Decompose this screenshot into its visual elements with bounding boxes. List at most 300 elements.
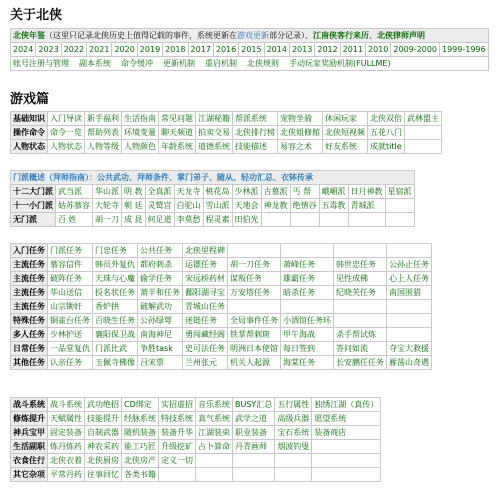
basic-row xyxy=(11,126,442,140)
quest-cell xyxy=(228,342,281,356)
system-row-label: 修炼提升 xyxy=(11,412,48,426)
system-link[interactable]: 五行属性 xyxy=(277,399,310,409)
quest-link[interactable]: 破解武功 xyxy=(140,301,172,311)
sect-link[interactable]: 少林派 xyxy=(234,186,259,196)
quest-cell xyxy=(138,258,183,272)
system-link[interactable]: 经脉系统 xyxy=(124,413,156,423)
quest-cell xyxy=(183,258,228,272)
basic-link[interactable]: 五花八门 xyxy=(370,127,402,137)
quest-link[interactable]: 胡一刀任务 xyxy=(230,259,270,269)
system-cell xyxy=(196,454,233,468)
quest-link[interactable]: 玉佩寺佛像 xyxy=(95,357,135,367)
quest-link[interactable]: 长安鹏任任务 xyxy=(336,357,384,367)
quest-link[interactable]: 公孙绿萼 xyxy=(140,315,172,325)
basic-cell xyxy=(323,112,368,126)
year-link[interactable]: 2023 xyxy=(38,44,59,54)
year-link[interactable]: 2018 xyxy=(165,44,186,54)
sect-cell xyxy=(348,199,385,213)
quest-link[interactable]: 破阵任务 xyxy=(50,273,82,283)
quest-cell xyxy=(138,356,183,370)
sect-cell xyxy=(290,213,319,227)
quest-link[interactable]: 谋叛任务 xyxy=(230,273,262,283)
system-cell xyxy=(159,440,196,454)
quest-cell xyxy=(281,244,334,258)
jiangnan-history-link[interactable]: 江南侠客行来历 xyxy=(313,30,369,40)
year-link[interactable]: 2013 xyxy=(291,44,313,54)
basic-link[interactable]: 江湖秘籍 xyxy=(198,113,230,123)
system-cell xyxy=(233,454,275,468)
basic-link[interactable]: 新手福利 xyxy=(87,113,119,123)
sect-overview-link[interactable]: 门派概述（拜师指南）：公共武功、拜师条件、掌门弟子、随从、轻功汇总、衣钵传承 xyxy=(13,172,313,182)
system-link[interactable]: 占卜算命 xyxy=(198,441,230,451)
quest-link[interactable]: 南海神尼 xyxy=(140,329,172,339)
quest-link[interactable]: 杀手帮试炼 xyxy=(336,329,376,339)
basic-cell xyxy=(405,112,442,126)
sect-link[interactable]: 天地会 xyxy=(234,200,259,210)
sect-cell xyxy=(145,213,174,227)
quest-link[interactable]: 夺宝大救援 xyxy=(389,343,429,353)
system-row xyxy=(11,454,381,468)
sect-link[interactable]: 峨嵋派 xyxy=(321,186,346,196)
about-links-cell xyxy=(11,57,489,71)
quest-cell xyxy=(334,286,387,300)
quest-link[interactable]: 一品堂复仇 xyxy=(50,343,90,353)
system-cell xyxy=(275,468,312,482)
year-link[interactable]: 2022 xyxy=(63,44,85,54)
quest-link[interactable]: 青城山任务 xyxy=(185,301,225,311)
basic-link[interactable]: 帮助列表 xyxy=(87,127,119,137)
sect-link[interactable]: 成 昆 xyxy=(124,214,143,224)
system-cell xyxy=(233,426,275,440)
system-cell xyxy=(312,398,381,412)
sect-link[interactable]: 五毒教 xyxy=(321,200,346,210)
quest-cell xyxy=(334,272,387,286)
basic-link[interactable]: 生活指南 xyxy=(124,113,156,123)
sect-cell xyxy=(145,199,174,213)
basic-link[interactable]: 宠物坐骑 xyxy=(280,113,312,123)
quest-link[interactable]: 襄阳保卫战 xyxy=(95,329,135,339)
basic-link[interactable]: 环境变量 xyxy=(124,127,156,137)
quest-link[interactable]: 萧峰任务 xyxy=(283,259,315,269)
basic-link[interactable]: 北侠双倍 xyxy=(370,113,402,123)
year-link[interactable]: 2024 xyxy=(13,44,34,54)
quest-link[interactable]: 香炉拱 xyxy=(95,301,119,311)
sect-cell xyxy=(348,185,385,199)
system-link[interactable]: 往事回忆 xyxy=(87,469,119,479)
sect-link[interactable]: 百 姓 xyxy=(58,214,77,224)
system-link[interactable]: 音乐系统 xyxy=(198,399,230,409)
quest-cell xyxy=(228,258,281,272)
system-cell xyxy=(48,440,85,454)
quest-cell xyxy=(48,300,93,314)
sect-link[interactable]: 姑苏慕容 xyxy=(58,200,90,210)
year-link[interactable]: 1999-1996 xyxy=(442,44,486,54)
system-link[interactable]: 装备商店 xyxy=(314,427,347,437)
basic-link[interactable]: 好友系统 xyxy=(325,141,357,151)
system-cell xyxy=(85,412,122,426)
basic-link[interactable]: 北侠排行榜 xyxy=(235,127,275,137)
sect-link[interactable]: 桃花岛 xyxy=(205,186,230,196)
sect-link[interactable]: 灵鹫宫 xyxy=(147,200,172,210)
quest-link[interactable]: 公孙止任务 xyxy=(389,259,429,269)
year-link[interactable]: 2016 xyxy=(215,44,237,54)
year-cell xyxy=(239,43,264,57)
basic-link[interactable]: 北侠短视频 xyxy=(325,127,365,137)
quest-link[interactable]: 鄱阳湖寻宝 xyxy=(185,287,225,297)
game-update-link[interactable]: 游戏更新 xyxy=(237,30,269,40)
basic-cell xyxy=(405,126,442,140)
section-title-about: 关于北侠 xyxy=(10,8,63,23)
system-cell xyxy=(196,440,233,454)
system-link[interactable]: 北侠衣着 xyxy=(50,455,82,465)
sect-link[interactable]: 李莫愁 xyxy=(176,214,201,224)
system-link[interactable]: 固定装备 xyxy=(50,427,82,437)
system-link[interactable]: 战斗系统 xyxy=(50,399,82,409)
quest-link[interactable]: 山宗锄奸 xyxy=(50,301,82,311)
system-link[interactable]: BUSY汇总 xyxy=(235,399,273,409)
quest-cell xyxy=(281,356,334,370)
system-cell xyxy=(85,440,122,454)
system-link[interactable]: 技能提升 xyxy=(87,413,119,423)
sect-link[interactable]: 天龙寺 xyxy=(176,186,201,196)
sect-link[interactable]: 白驼山 xyxy=(176,200,201,210)
quest-row-label: 主流任务 xyxy=(11,286,48,300)
basic-cell xyxy=(278,126,323,140)
about-link[interactable]: 北侠规则 xyxy=(247,58,279,68)
sect-link[interactable]: 武当派 xyxy=(58,186,82,196)
quest-link[interactable]: 明洲日本使馆 xyxy=(230,343,278,353)
quest-link[interactable]: 铁掌帮刺斑 xyxy=(230,329,270,339)
quest-link[interactable]: 慕容信件 xyxy=(50,259,82,269)
quest-cell xyxy=(387,328,432,342)
quest-link[interactable]: 韩世忠任务 xyxy=(336,259,376,269)
quest-cell xyxy=(48,342,93,356)
quest-row-label: 主流任务 xyxy=(11,258,48,272)
year-link[interactable]: 2012 xyxy=(317,44,338,54)
system-link[interactable]: 北侠厨房 xyxy=(87,455,119,465)
quest-cell xyxy=(138,272,183,286)
basic-link[interactable]: 成就title xyxy=(370,141,402,151)
quest-link[interactable]: 少林护送 xyxy=(50,329,82,339)
quest-cell xyxy=(93,300,138,314)
system-link[interactable]: 各类书籍 xyxy=(124,469,156,479)
system-link[interactable]: 定义一切 xyxy=(161,455,193,465)
sect-link[interactable]: 日月神教 xyxy=(350,186,383,196)
quest-link[interactable]: 百晓生任务 xyxy=(95,315,135,325)
system-cell xyxy=(122,440,159,454)
system-link[interactable]: 随机装备 xyxy=(124,427,156,437)
quest-link[interactable]: 铜雀台任务 xyxy=(50,315,90,325)
quest-link[interactable]: 暗杀任务 xyxy=(283,287,315,297)
basic-link[interactable]: 年龄系统 xyxy=(161,141,193,151)
about-link[interactable]: 命令缓冲 xyxy=(121,58,153,68)
system-cell xyxy=(275,426,312,440)
quest-link[interactable]: 偷学任务 xyxy=(140,273,172,283)
sect-link[interactable]: 华山派 xyxy=(95,186,119,196)
sect-cell xyxy=(93,199,122,213)
basic-link[interactable]: 拍卖交易 xyxy=(198,127,230,137)
quest-link[interactable]: 纪晓芙任务 xyxy=(336,287,376,297)
year-cell xyxy=(213,43,238,57)
system-link[interactable]: 平常丹药 xyxy=(50,469,82,479)
quest-link[interactable]: 兰州张元 xyxy=(185,357,217,367)
system-link[interactable]: 能工巧匠 xyxy=(124,441,156,451)
system-link[interactable]: 职业装备 xyxy=(235,427,267,437)
quest-link[interactable]: 勇闯藏经阁 xyxy=(185,329,225,339)
basic-cell xyxy=(233,140,278,154)
sect-link[interactable]: 何足道 xyxy=(147,214,172,224)
basic-cell xyxy=(48,140,85,154)
quest-link[interactable]: 小酒馆任务环 xyxy=(283,315,331,325)
system-cell xyxy=(159,412,196,426)
quest-link[interactable]: 都府刺杀 xyxy=(140,259,172,269)
basic-link[interactable]: 聊天频道 xyxy=(161,127,193,137)
sect-link[interactable]: 胡一刀 xyxy=(95,214,119,224)
sect-link[interactable]: 朝 廷 xyxy=(124,200,143,210)
system-table xyxy=(10,397,381,482)
quest-link[interactable]: 认亲任务 xyxy=(50,357,82,367)
basic-row-label: 基础知识 xyxy=(11,112,48,126)
sect-overview-cell xyxy=(11,171,415,185)
quest-row xyxy=(11,314,432,328)
quest-link[interactable]: 见性成佛 xyxy=(336,273,368,283)
year-link[interactable]: 2019 xyxy=(139,44,161,54)
sect-row xyxy=(11,199,415,213)
system-link[interactable]: 真气系统 xyxy=(198,413,230,423)
chronicle-desc-b: 部分记录） xyxy=(269,30,305,40)
sect-cell xyxy=(145,185,174,199)
years-row xyxy=(11,43,489,57)
quest-cell xyxy=(183,314,228,328)
sect-cell xyxy=(56,213,93,227)
system-cell xyxy=(48,398,85,412)
quest-link[interactable]: 机关人起源 xyxy=(230,357,270,367)
quest-link[interactable]: 萧半和任务 xyxy=(140,287,180,297)
sect-link[interactable]: 大轮寺 xyxy=(95,200,119,210)
quest-link[interactable]: 华山送信 xyxy=(50,287,82,297)
system-link[interactable]: 武功绝招 xyxy=(87,399,119,409)
quest-link[interactable]: 迷链任务 xyxy=(185,315,217,325)
quest-link[interactable]: 门忠任务 xyxy=(95,245,127,255)
system-link[interactable]: 实招虚招 xyxy=(161,399,193,409)
sect-link[interactable]: 丐 帮 xyxy=(292,186,312,196)
basic-cell xyxy=(122,140,159,154)
quest-cell xyxy=(387,272,432,286)
system-link[interactable]: 炼丹炼药 xyxy=(50,441,82,451)
basic-cell xyxy=(159,126,196,140)
quest-row-label: 日常任务 xyxy=(11,342,48,356)
quest-cell xyxy=(228,356,281,370)
system-link[interactable]: 升级挖矿 xyxy=(161,441,193,451)
year-link[interactable]: 2017 xyxy=(190,44,211,54)
about-link[interactable]: 重启机制 xyxy=(205,58,237,68)
system-link[interactable]: 宝石系统 xyxy=(277,427,310,437)
system-row xyxy=(11,426,381,440)
system-cell xyxy=(85,454,122,468)
quest-link[interactable]: 投名状任务 xyxy=(95,287,135,297)
quest-link[interactable]: 雁荡山奇遇 xyxy=(389,357,429,367)
quest-cell xyxy=(387,356,432,370)
year-link[interactable]: 2010 xyxy=(368,44,389,54)
system-cell xyxy=(85,426,122,440)
basic-cell xyxy=(159,140,196,154)
quest-link[interactable]: 争胜task xyxy=(140,343,173,353)
system-link[interactable]: 高级兵器 xyxy=(277,413,310,423)
quest-link[interactable]: 宋远桥药材 xyxy=(185,273,225,283)
sect-link[interactable]: 神龙教 xyxy=(263,200,288,210)
quest-link[interactable]: 北侠里程碑 xyxy=(185,245,225,255)
basic-cell xyxy=(368,112,405,126)
quest-link[interactable]: 吕宋票 xyxy=(140,357,164,367)
quest-link[interactable]: 南国围猎 xyxy=(389,287,421,297)
lawyer-statement-link[interactable]: 北侠律师声明 xyxy=(377,30,425,40)
sect-link[interactable]: 雪山派 xyxy=(205,200,230,210)
quest-cell xyxy=(281,342,334,356)
quest-cell xyxy=(138,244,183,258)
system-cell xyxy=(122,468,159,482)
quest-row-label: 特殊任务 xyxy=(11,314,48,328)
sect-link[interactable]: 星宿派 xyxy=(387,186,412,196)
system-cell xyxy=(312,412,381,426)
system-link[interactable]: 江湖装束 xyxy=(198,427,230,437)
system-cell xyxy=(159,398,196,412)
year-link[interactable]: 2015 xyxy=(241,44,262,54)
year-cell xyxy=(440,43,489,57)
quest-cell xyxy=(48,286,93,300)
basic-link[interactable]: 人物状态 xyxy=(50,141,82,151)
quest-link[interactable]: 韩员外复仇 xyxy=(95,259,135,269)
sect-cell xyxy=(385,213,414,227)
sect-link[interactable]: 青城派 xyxy=(350,200,375,210)
quest-link[interactable]: 万安塔任务 xyxy=(230,287,270,297)
basic-link[interactable]: 帮派系统 xyxy=(235,113,267,123)
about-link[interactable]: 副本系统 xyxy=(79,58,111,68)
quest-link[interactable]: 每日签到 xyxy=(283,343,315,353)
quest-cell xyxy=(93,272,138,286)
basic-link[interactable]: 北侠姐修館 xyxy=(280,127,320,137)
quest-link[interactable]: 全局事件任务 xyxy=(230,315,278,325)
sect-cell xyxy=(261,185,290,199)
year-link[interactable]: 2011 xyxy=(342,44,364,54)
basic-link[interactable]: 人物等级 xyxy=(87,141,119,151)
sect-cell xyxy=(122,213,146,227)
basic-cell xyxy=(196,112,233,126)
system-link[interactable]: 神农采药 xyxy=(87,441,119,451)
quest-link[interactable]: 海棠任务 xyxy=(283,357,315,367)
sect-link[interactable]: 全真派 xyxy=(147,186,172,196)
year-link[interactable]: 2020 xyxy=(114,44,135,54)
about-link[interactable]: 更新机制 xyxy=(163,58,195,68)
sect-cell xyxy=(122,185,146,199)
system-link[interactable]: 丹青画师 xyxy=(235,441,267,451)
basic-cell xyxy=(159,112,196,126)
basic-link[interactable]: 武林盟主 xyxy=(407,113,439,123)
year-link[interactable]: 2014 xyxy=(266,44,287,54)
quest-row xyxy=(11,342,432,356)
sect-link[interactable]: 明 教 xyxy=(124,186,143,196)
quest-link[interactable]: 运镖任务 xyxy=(185,259,217,269)
system-row xyxy=(11,398,381,412)
system-link[interactable]: 愿望系统 xyxy=(314,413,347,423)
sect-cell xyxy=(174,213,203,227)
sect-link[interactable]: 绝情谷 xyxy=(292,200,317,210)
system-cell xyxy=(275,440,312,454)
about-link[interactable]: 帐号注册与管理 xyxy=(13,58,69,68)
quest-cell xyxy=(138,286,183,300)
quest-link[interactable]: 答问如流 xyxy=(336,343,368,353)
system-link[interactable]: 烟波钓叟 xyxy=(277,441,310,451)
quest-cell xyxy=(334,258,387,272)
system-cell xyxy=(122,412,159,426)
basic-link[interactable]: 休闲玩家 xyxy=(325,113,357,123)
basic-link[interactable]: 道德系统 xyxy=(198,141,230,151)
about-link[interactable]: 手动玩家奖励机制(FULLME) xyxy=(289,58,391,68)
system-cell xyxy=(275,398,312,412)
basic-link[interactable]: 技能描述 xyxy=(235,141,267,151)
system-link[interactable]: CD绑定 xyxy=(124,399,152,409)
system-link[interactable]: 天赋属性 xyxy=(50,413,82,423)
basic-cell xyxy=(368,126,405,140)
quest-cell xyxy=(387,314,432,328)
quest-cell xyxy=(228,244,281,258)
quest-row-label: 入门任务 xyxy=(11,244,48,258)
sect-cell xyxy=(93,213,122,227)
sect-row xyxy=(11,213,415,227)
system-row-label: 生活副职 xyxy=(11,440,48,454)
sect-link[interactable]: 古墓派 xyxy=(263,186,288,196)
quest-link[interactable]: 门派任务 xyxy=(50,245,82,255)
sect-link[interactable]: 程灵素 xyxy=(205,214,230,224)
basic-cell xyxy=(196,140,233,154)
system-link[interactable]: 自制武器 xyxy=(87,427,119,437)
quest-link[interactable]: 雄霸任务 xyxy=(283,273,315,283)
quest-link[interactable]: 心上人任务 xyxy=(389,273,429,283)
quest-link[interactable]: 公共任务 xyxy=(140,245,172,255)
basic-cell xyxy=(122,112,159,126)
quest-link[interactable]: 门派比武 xyxy=(95,343,127,353)
quest-cell xyxy=(183,286,228,300)
chronicle-link[interactable]: 北侠年鉴 xyxy=(13,30,45,40)
system-link[interactable]: 独绣江湖（真传） xyxy=(314,399,379,409)
basic-cell xyxy=(323,140,368,154)
basic-link[interactable]: 入门导读 xyxy=(50,113,82,123)
basic-link[interactable]: 易容之术 xyxy=(280,141,312,151)
quest-link[interactable]: 天珠与心魔 xyxy=(95,273,135,283)
quest-cell xyxy=(334,328,387,342)
system-link[interactable]: 特技系统 xyxy=(161,413,193,423)
quest-cell xyxy=(93,244,138,258)
separator: 、 xyxy=(369,30,377,40)
quest-cell xyxy=(93,342,138,356)
system-cell xyxy=(233,468,275,482)
quest-link[interactable]: 甲午海战 xyxy=(283,329,315,339)
year-link[interactable]: 2009-2000 xyxy=(393,44,437,54)
basic-row-label: 操作命令 xyxy=(11,126,48,140)
system-cell xyxy=(85,398,122,412)
quest-cell xyxy=(387,300,432,314)
system-link[interactable]: 北侠房产 xyxy=(124,455,156,465)
sect-row-label: 十二大门派 xyxy=(11,185,56,199)
sect-link[interactable]: 田伯光 xyxy=(234,214,259,224)
basic-link[interactable]: 人物颜色 xyxy=(124,141,156,151)
basic-link[interactable]: 命令一览 xyxy=(50,127,82,137)
year-link[interactable]: 2021 xyxy=(89,44,110,54)
system-link[interactable]: 装备升华 xyxy=(161,427,193,437)
basic-link[interactable]: 常见问题 xyxy=(161,113,193,123)
system-link[interactable]: 武学之道 xyxy=(235,413,267,423)
sect-row-label: 十一小门派 xyxy=(11,199,56,213)
quest-link[interactable]: 史可法任务 xyxy=(185,343,225,353)
